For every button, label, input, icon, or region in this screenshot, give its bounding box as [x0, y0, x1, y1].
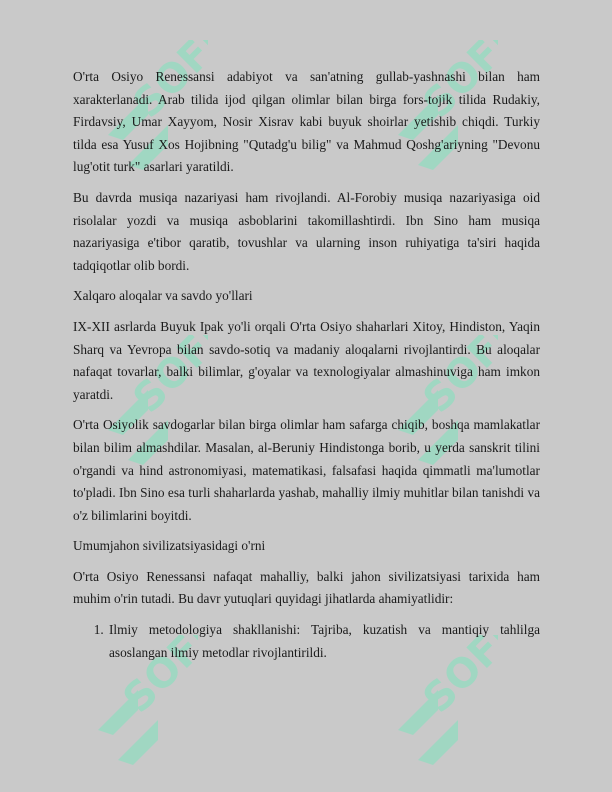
svg-text:SOFF: SOFF — [414, 335, 498, 423]
svg-text:SOFF: SOFF — [124, 40, 208, 128]
svg-text:SOFF: SOFF — [414, 40, 498, 128]
numbered-list — [73, 619, 540, 664]
paragraph: Bu davrda musiqa nazariyasi ham rivojlandi. Al-Forobiy musiqa nazariyasiga oid risolalar yozdi va musiqa asboblarini takomillashtirdi. Ibn Sino ham musiqa nazariyasiga e'tibor qaratib, tovushlar va ularning inson ruhiyatiga ta'siri haqida tadqiqotlar olib bordi. — [73, 189, 540, 273]
document-body — [73, 66, 540, 664]
section-heading: Umumjahon sivilizatsiyasidagi o'rni — [73, 538, 266, 554]
paragraph: O'rta Osiyo Renessansi nafaqat mahalliy, balki jahon sivilizatsiyasi tarixida ham muhim o'rin tutadi. Bu davr yutuqlari quyidagi jihatlarda ahamiyatlidir: — [73, 568, 540, 607]
list-item: 1. Ilmiy metodologiya shakllanishi: Tajriba, kuzatish va mantiqiy tahlilga asoslangan ilmiy metodlar rivojlantirildi. — [107, 619, 540, 664]
section-heading: Xalqaro aloqalar va savdo yo'llari — [73, 288, 253, 304]
svg-text:SOFF: SOFF — [124, 335, 208, 423]
paragraph: IX-XII asrlarda Buyuk Ipak yo'li orqali O'rta Osiyo shaharlari Xitoy, Hindiston, Yaqin Sharq va Yevropa bilan savdo-sotiq va madaniy aloqalarni rivojlantirdi. Bu aloqalar nafaqat tovarlar, balki bilimlar, g'oyalar va texnologiyalar almashinuviga ham imkon yaratdi. — [73, 318, 540, 402]
svg-text:SOFF: SOFF — [114, 635, 198, 723]
paragraph: O'rta Osiyo Renessansi adabiyot va san'atning gullab-yashnashi bilan ham xarakterlanadi. Arab tilida ijod qilgan olimlar bilan birga fors-tojik tilida Rudakiy, Firdavsiy, Umar Xayyom, Nosir Xisrav kabi buyuk shoirlar yetishib chiqdi. Turkiy tilda esa Yusuf Xos Hojibning "Qutadg'u bilig" va Mahmud Qoshg'ariyning "Devonu lug'otit turk" asarlari yaratildi. — [73, 69, 540, 175]
svg-text:SOFF: SOFF — [414, 635, 498, 723]
paragraph: O'rta Osiyolik savdogarlar bilan birga olimlar ham safarga chiqib, boshqa mamlakatlar bilan bilim almashdilar. Masalan, al-Beruniy Hindistonga borib, u yerda sanskrit tilini o'rgandi va hind astronomiyasi, matematikasi, falsafasi haqida qimmatli ma'lumotlar to'pladi. Ibn Sino esa turli shaharlarda yashab, mahalliy ilmiy muhitlar bilan tanishdi va o'z bilimlarini boyitdi. — [73, 417, 540, 523]
